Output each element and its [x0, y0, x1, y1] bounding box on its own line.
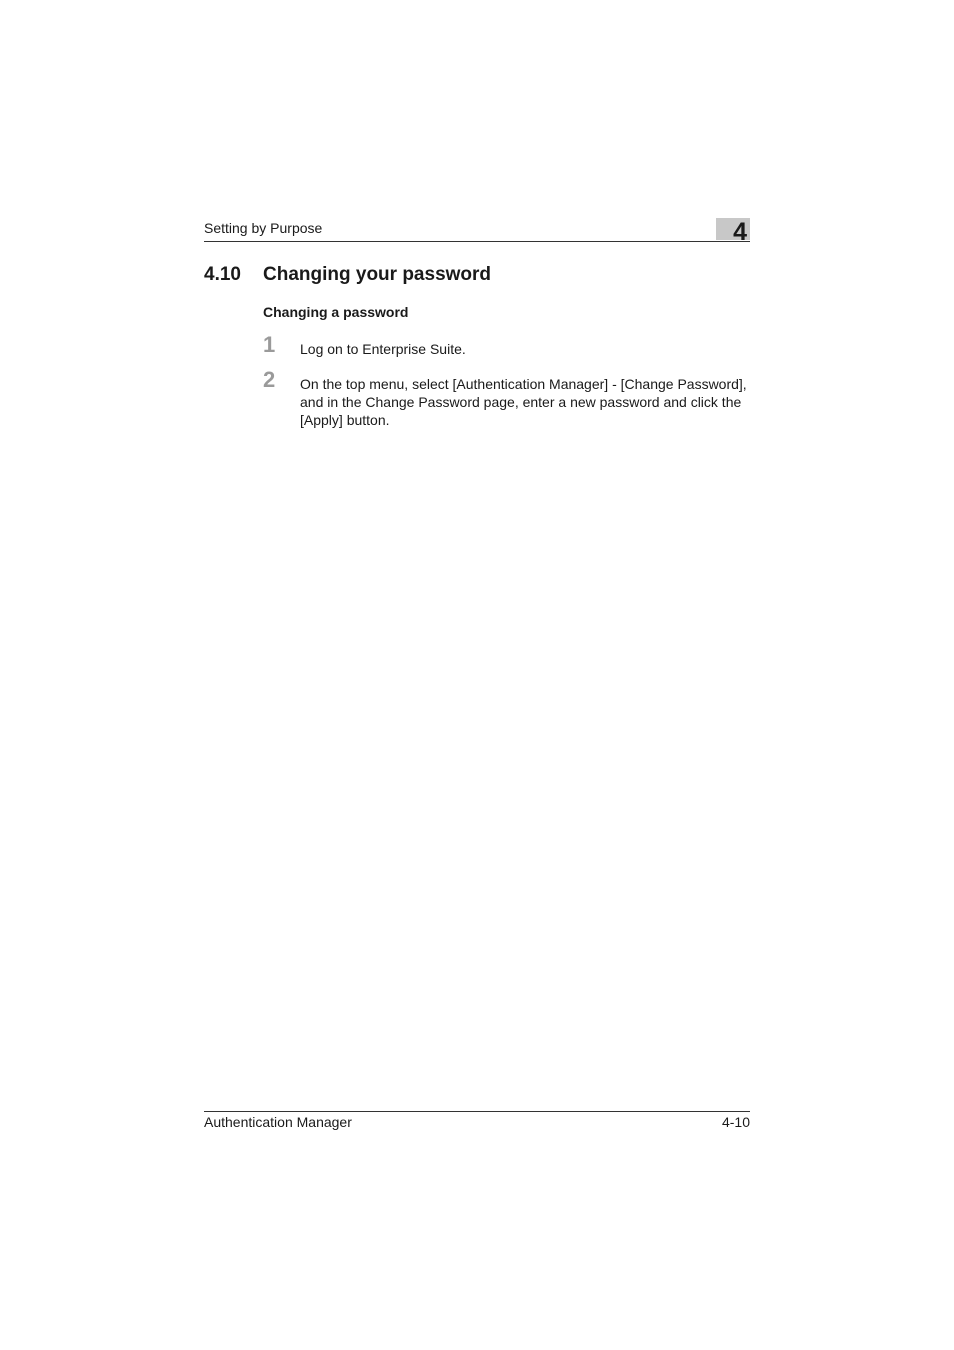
section-title: Changing your password [263, 264, 492, 285]
step-number: 1 [263, 332, 276, 357]
step-text: Log on to Enterprise Suite. [300, 341, 466, 357]
step-number: 2 [263, 367, 276, 392]
running-header-label: Setting by Purpose [204, 220, 323, 236]
chapter-tab [716, 218, 750, 246]
procedure-heading: Changing a password [263, 304, 409, 320]
footer-product-name: Authentication Manager [204, 1114, 352, 1130]
section-number: 4.10 [204, 264, 241, 285]
step-text: On the top menu, select [Authentication Manager] - [Change Password], and in the Change Password page, enter a new password and click the [Apply] button. [300, 376, 747, 428]
footer-page-number: 4-10 [721, 1114, 750, 1130]
chapter-number: 4 [733, 218, 747, 246]
section-heading [204, 264, 491, 286]
footer-divider [204, 1111, 750, 1112]
header-divider [204, 241, 750, 242]
